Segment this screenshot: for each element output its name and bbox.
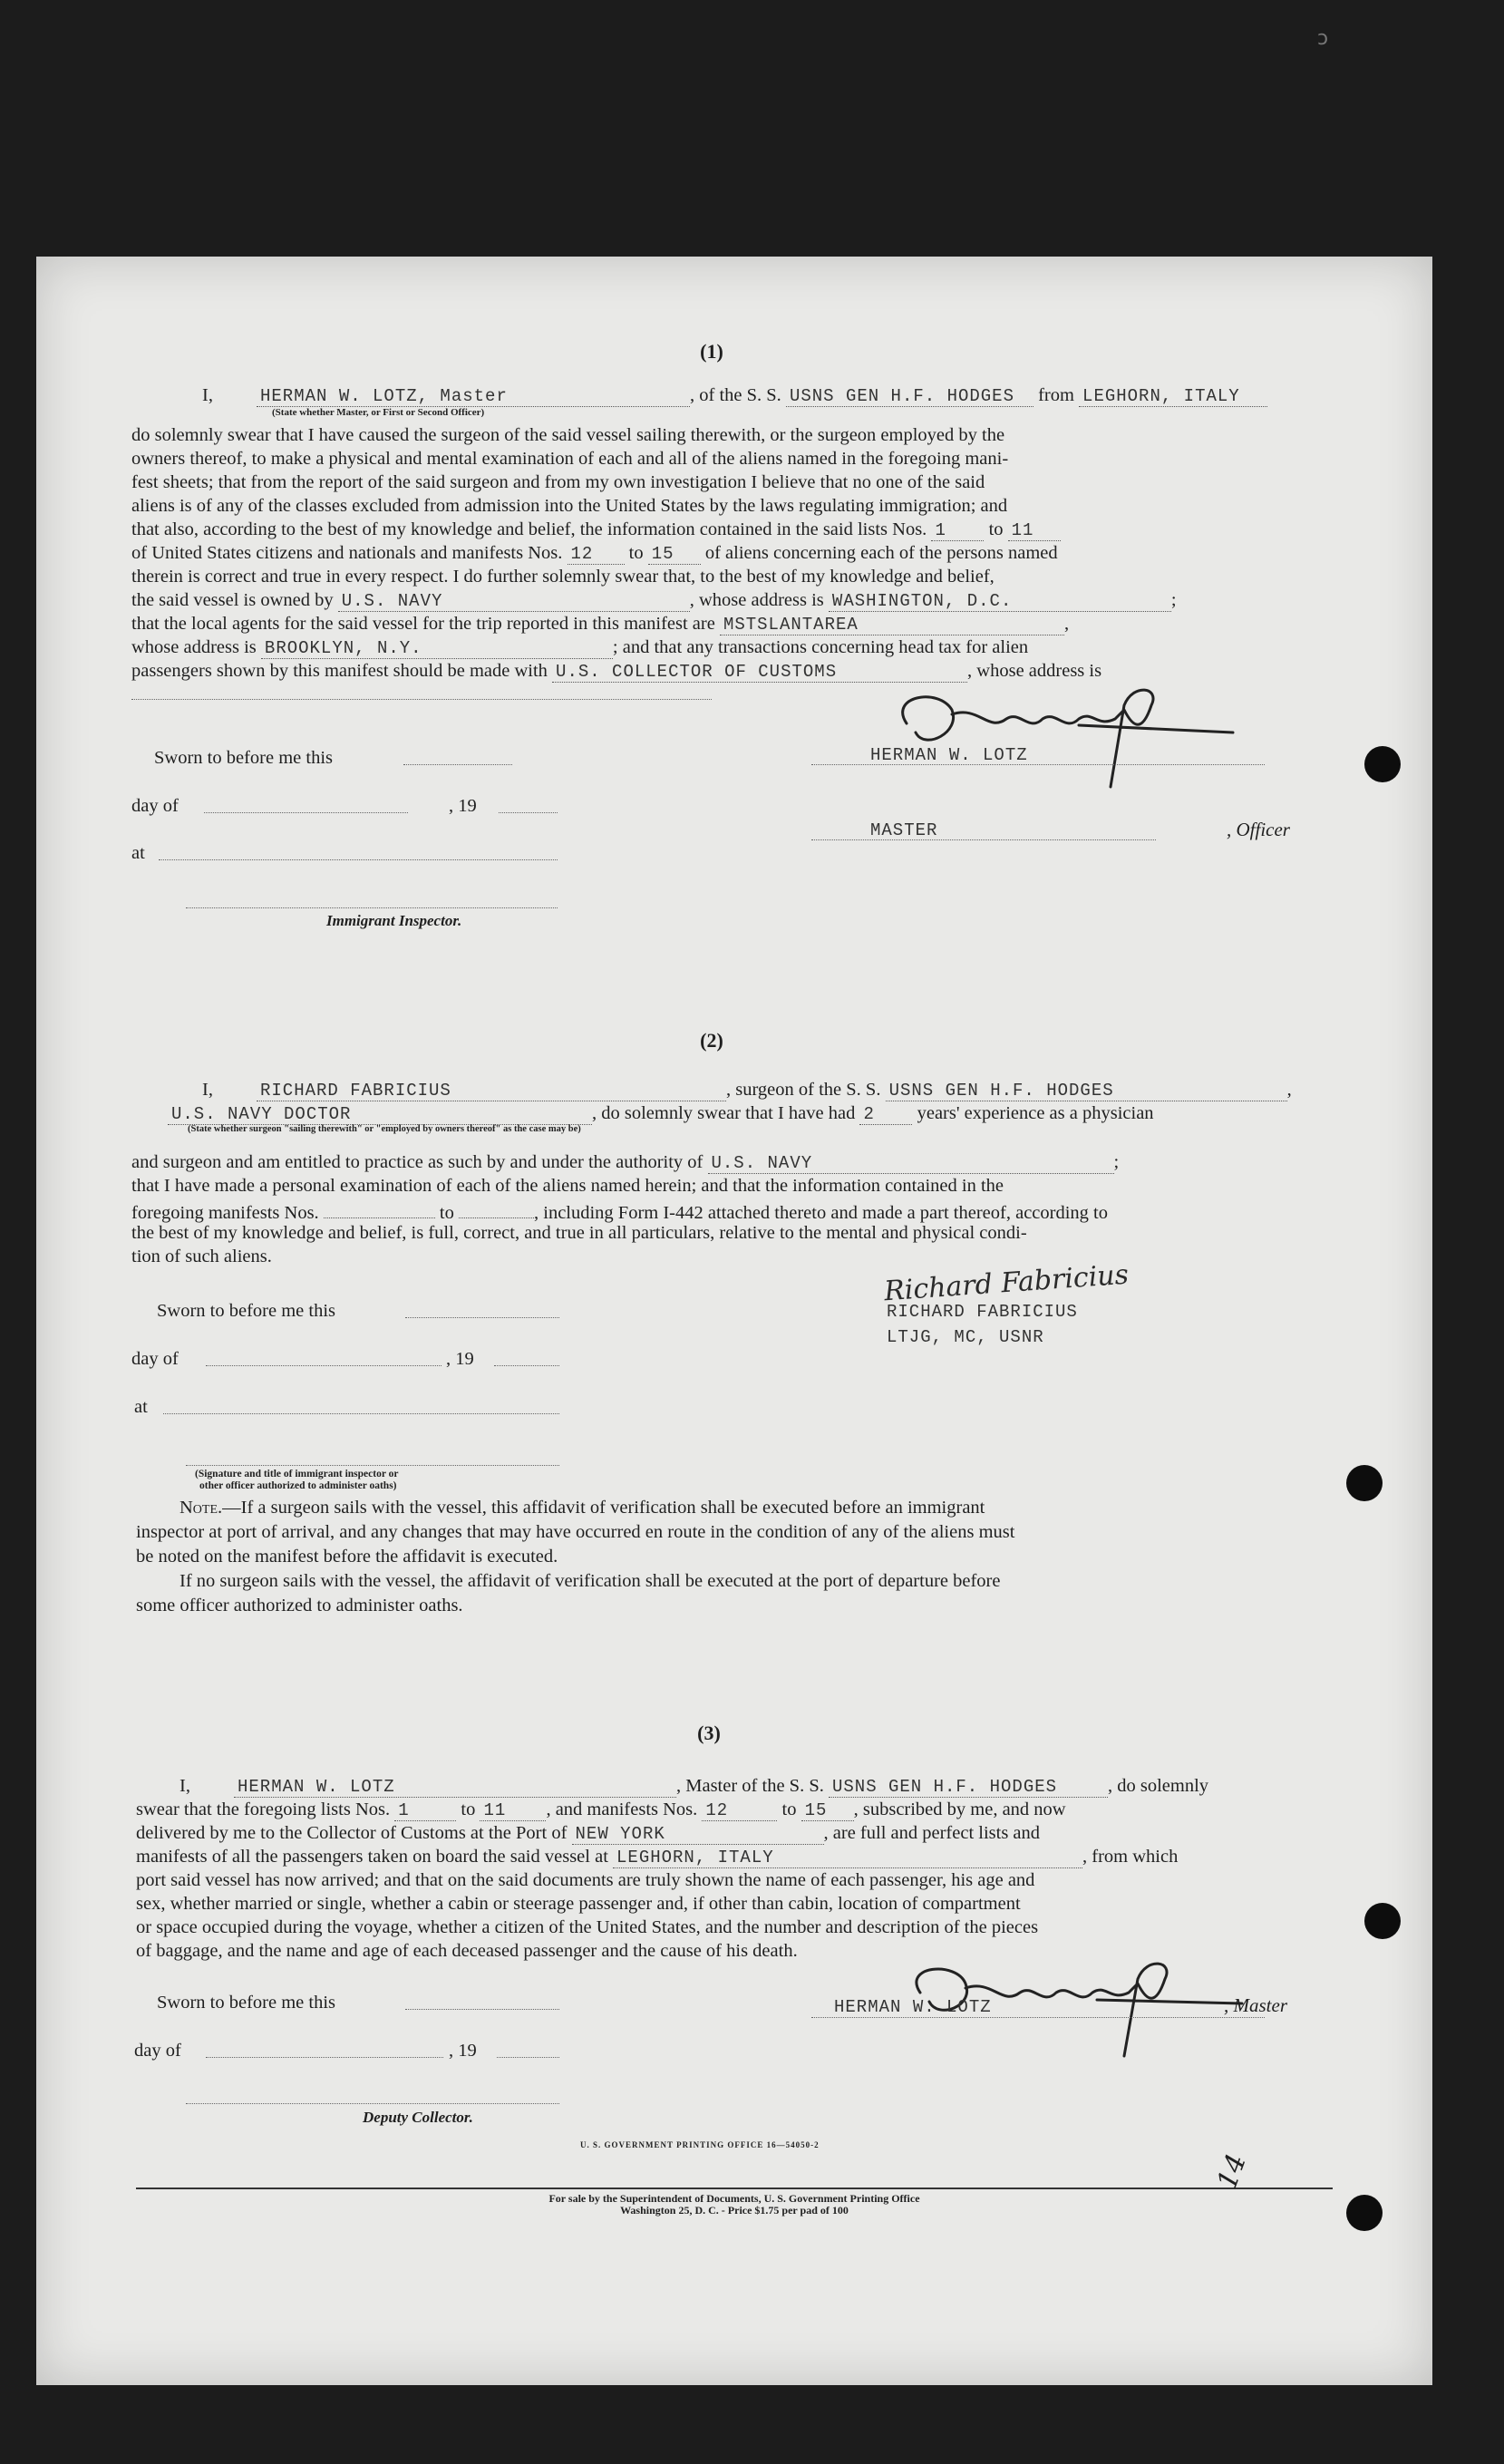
s3-signer-typed: HERMAN W. LOTZ [834,1997,992,2017]
s2-form-text: , including Form I-442 attached thereto and made a part thereof, according to [534,1203,1108,1223]
s1-title-line [811,839,1156,840]
s2-at-line [163,1413,559,1414]
s3-i: I, [180,1776,190,1796]
s3-full-perfect-text: , are full and perfect lists and [823,1823,1041,1843]
s2-years: 2 [859,1104,912,1125]
s1-sworn: Sworn to before me this [154,748,333,768]
s1-whose-address-2: , whose address is [967,661,1102,681]
s3-subscribed-text: , subscribed by me, and now [853,1799,1066,1819]
s1-owned-text: the said vessel is owned by [131,590,334,610]
s2-sig-caption-2: other officer authorized to administer oaths) [199,1480,397,1491]
s1-i: I, [202,385,213,405]
s3-master-name: HERMAN W. LOTZ [234,1777,676,1798]
s3-delivered-text: delivered by me to the Collector of Customs at the Port of [136,1823,568,1843]
s1-address-line [131,699,712,700]
s1-of-ss: , of the S. S. [690,385,781,405]
corner-mark: ↄ [1317,27,1329,50]
s3-collector-line [186,2103,559,2104]
s2-vessel: USNS GEN H.F. HODGES [886,1081,1287,1101]
s3-para-line: of baggage, and the name and age of each deceased passenger and the cause of his death. [136,1941,798,1961]
footer-rule [136,2188,1333,2189]
s3-port: NEW YORK [572,1824,824,1845]
s1-agents-address: BROOKLYN, N.Y. [261,638,613,659]
footer-sale-note [36,2193,1432,2217]
section-2-number: (2) [700,1029,723,1052]
s1-collector: U.S. COLLECTOR OF CUSTOMS [552,662,967,683]
s3-lists-from: 1 [394,1800,456,1821]
s2-capacity: U.S. NAVY DOCTOR [168,1104,592,1125]
gpo-imprint: U. S. GOVERNMENT PRINTING OFFICE 16—54050-2 [580,2140,820,2149]
s3-day-line [206,2057,443,2058]
s2-manifests-from [324,1198,435,1218]
s1-officer-signature [852,669,1251,796]
s1-manifests-to: 15 [648,544,701,565]
s2-note-line: If no surgeon sails with the vessel, the affidavit of verification shall be executed at the port of departure before [180,1571,1001,1591]
s3-port-from: LEGHORN, ITALY [613,1848,1082,1868]
s3-manifests-all-text: manifests of all the passengers taken on board the said vessel at [136,1847,608,1867]
s2-signer-rank: LTJG, MC, USNR [887,1327,1044,1347]
s1-officer-label: , Officer [1227,819,1290,840]
s1-inspector-caption: Immigrant Inspector. [326,912,462,929]
section-3-number: (3) [697,1722,721,1744]
s3-manifests-to: 15 [801,1800,854,1821]
s3-manifests-from: 12 [702,1800,777,1821]
s2-signer-typed: RICHARD FABRICIUS [887,1302,1078,1322]
s3-year: , 19 [449,2041,477,2061]
s2-swear-text: , do solemnly swear that I have had [592,1103,856,1123]
s1-para-line: that also, according to the best of my knowledge and belief, the information contained in the said lists Nos. [131,519,927,539]
s2-official-line [186,1465,559,1466]
section-1-number: (1) [700,340,723,363]
s1-signer-line [811,764,1265,765]
s1-signer-typed: HERMAN W. LOTZ [870,745,1028,765]
s2-manifests-text: foregoing manifests Nos. [131,1203,319,1223]
s3-solemnly: , do solemnly [1107,1776,1209,1796]
s3-para-line: sex, whether married or single, whether a cabin or steerage passenger and, if other than cabin, location of compartment [136,1894,1021,1914]
s1-day-of: day of [131,796,179,816]
s1-port-from: LEGHORN, ITALY [1079,386,1267,407]
s1-vessel: USNS GEN H.F. HODGES [786,386,1033,407]
s1-agents-address-label: whose address is [131,637,257,657]
s2-manifests-to [459,1198,534,1218]
s1-day-line [204,812,408,813]
s3-sworn: Sworn to before me this [157,1993,335,2013]
s1-at: at [131,843,145,863]
s1-para-line: therein is correct and true in every respect. I do further solemnly swear that, to the best of my knowledge and belief, [131,567,995,587]
s2-para-line: tion of such aliens. [131,1247,272,1266]
s2-i: I, [202,1080,213,1100]
s3-year-line [497,2057,559,2058]
s3-signer-line [811,2017,1265,2018]
s3-vessel: USNS GEN H.F. HODGES [829,1777,1108,1798]
s1-para-line: owners thereof, to make a physical and mental examination of each and all of the aliens named in the foregoing mani- [131,449,1009,469]
s3-para-line: or space occupied during the voyage, whether a citizen of the United States, and the number and description of the pieces [136,1917,1039,1937]
s1-to: to [988,519,1004,539]
s2-note-label: Note. [180,1498,223,1518]
s1-owner: U.S. NAVY [338,591,690,612]
s3-manifests-text: , and manifests Nos. [546,1799,698,1819]
s2-authority: U.S. NAVY [708,1153,1114,1174]
s1-master-name: HERMAN W. LOTZ, Master [257,386,690,407]
s3-to-2: to [781,1799,797,1819]
s2-para-line: the best of my knowledge and belief, is full, correct, and true in all particulars, relative to the mental and physical condi- [131,1223,1027,1243]
s1-inspector-line [186,907,558,908]
s1-from: from [1038,385,1074,405]
s2-note-line: be noted on the manifest before the affidavit is executed. [136,1547,558,1567]
s3-lists-to: 11 [480,1800,546,1821]
s3-master-label: , Master [1224,1994,1287,2016]
sale-line: Washington 25, D. C. - Price $1.75 per pad of 100 [620,2204,849,2217]
s3-para-line: port said vessel has now arrived; and that on the said documents are truly shown the name of each passenger, his age and [136,1870,1035,1890]
s2-surgeon-name: RICHARD FABRICIUS [257,1081,726,1101]
s1-lists-from: 1 [931,520,984,541]
s2-authority-text: and surgeon and am entitled to practice as such by and under the authority of [131,1152,703,1172]
s3-master-of: , Master of the S. S. [676,1776,824,1796]
handwritten-page-number: 14 [1211,2149,1254,2194]
s2-to: to [439,1203,454,1223]
s2-para-line: that I have made a personal examination of each of the aliens named herein; and that the information contained in the [131,1176,1004,1196]
s2-day-of: day of [131,1349,179,1369]
document-page: (1) I, HERMAN W. LOTZ, Master , of the S. S. USNS GEN H.F. HODGES from LEGHORN, ITALY (State whether Master, or First or Second Officer) do solemnly swear that I have caused the surgeon of the said vessel sailing therewith, or the surgeon employed by the owners thereof, to make a physical and mental examination of each and all of the aliens named in the foregoing mani- fest sheets; that from the report of the said surgeon and from my own investigation I believe that no one of the said aliens is of any of the classes excluded from admission into the United States by the laws regulating immigration; and that also, according to the best of my knowledge and belief, the information contained in the said lists Nos. 1 to 11 of United States citizens and nationals and manifests Nos. 12 to 15 of aliens concerning each of the persons named therein is correct and true in every respect. I do further solemnly swear that, to the best of my knowledge and belief, the said vessel is owned by U.S. NAVY , whose address is WASHINGTON, D.C. ; that the local agents for the said vessel for the trip reported in this manifest are MSTSLANTAREA , whose address is BROOKLYN, N.Y. ; and that any transactions concerning head tax for alien passengers shown by this manifest should be made with U.S. COLLECTOR OF CUSTOMS , whose address is Sworn to before me this day of , 19 at Immigrant Inspector. HERMAN W. LOTZ MASTER , Officer (2) I, RICHARD FABRICIUS , surgeon of the S. S. USNS GEN H.F. HODGES , U.S. NAVY DOCTOR , do solemnly swear that I have had 2 years' experience as a physician (State whether surgeon "sailing therewith" or "employed by owners thereof" as the case may be) and surgeon and am entitled to practice as such by and under the authority of U.S. NAVY ; that I have made a personal examination of each of the aliens named herein; and that the information contained in the foregoing manifests Nos. to , including Form I-442 attached thereto and made a part thereof, according to the best of my knowledge and belief, is full, correct, and true in all particulars, relative to the mental and physical condi- tion of such aliens. Sworn to before me this day of , 19 at (Signature and title of immigrant inspector or other officer authorized to administer oaths) Richard Fabricius RICHARD FABRICIUS LTJG, MC, USNR Note.—If a surgeon sails with the vessel, this affidavit of verification shall be executed before an immigrant inspector at port of arrival, and any changes that may have occurred en route in the condition of any of the aliens must be noted on the manifest before the affidavit is executed. If no surgeon sails with the vessel, the affidavit of verification shall be executed at the port of departure before some officer authorized to administer oaths. (3) I, HERMAN W. LOTZ , Master of the S. S. USNS GEN H.F. HODGES , do solemnly swear that the foregoing lists Nos. 1 to 11 , and manifests Nos. 12 to 15 , subscribed by me, and now delivered by me to the Collector of Customs at the Port of NEW YORK , are full and perfect lists and manifests of all the passengers taken on board the said vessel at LEGHORN, ITALY , from which port said vessel has now arrived; and that on the said documents are truly shown the name of each passenger, his age and sex, whether married or single, whether a cabin or steerage passenger and, if other than cabin, location of compartment or space occupied during the voyage, whether a citizen of the United States, and the number and description of the pieces of baggage, and the name and age of each deceased passenger and the cause of his death. Sworn to before me this day of , 19 Deputy Collector. HERMAN W. LOTZ , Master U. S. GOVERNMENT PRINTING OFFICE 16—54050-2 For sale by the Superintendent of Documents, U. S. Government Printing Office Washington 25, D. C. - Price $1.75 per pad of 100 14 [36,257,1432,2385]
s1-agents-text: that the local agents for the said vessel for the trip reported in this manifest are [131,614,715,634]
s2-note-line: inspector at port of arrival, and any changes that may have occurred en route in the condition of any of the aliens must [136,1522,1015,1542]
s3-day-of: day of [134,2041,181,2061]
s1-year-line [499,812,558,813]
s1-rank-note: (State whether Master, or First or Second Officer) [272,407,485,418]
s1-sworn-line [403,764,512,765]
s2-surgeon-signature: Richard Fabricius [883,1258,1130,1308]
s3-sworn-line [405,2009,559,2010]
s2-experience-text: years' experience as a physician [917,1103,1154,1123]
s2-year-line [494,1365,559,1366]
s2-note-line: some officer authorized to administer oaths. [136,1596,463,1615]
punch-hole [1364,1903,1401,1939]
s2-year: , 19 [446,1349,474,1369]
s1-lists-to: 11 [1008,520,1061,541]
s1-owner-address: WASHINGTON, D.C. [829,591,1171,612]
s2-at: at [134,1397,148,1417]
s2-sworn-line [405,1317,559,1318]
s2-surgeon-of: , surgeon of the S. S. [726,1080,881,1100]
s2-note-line: —If a surgeon sails with the vessel, this affidavit of verification shall be executed before an immigrant [222,1498,985,1518]
s2-day-line [206,1365,441,1366]
s1-manifests-text: of United States citizens and nationals and manifests Nos. [131,543,563,563]
s1-signer-title: MASTER [870,820,938,840]
sale-line: For sale by the Superintendent of Documents, U. S. Government Printing Office [548,2192,920,2205]
s1-para-line: fest sheets; that from the report of the said surgeon and from my own investigation I believe that no one of the said [131,472,985,492]
s1-at-line [159,859,558,860]
s3-from-which: , from which [1082,1847,1179,1867]
s1-year: , 19 [449,796,477,816]
s1-agents: MSTSLANTAREA [720,615,1064,635]
punch-hole [1364,746,1401,782]
s1-para-line: do solemnly swear that I have caused the surgeon of the said vessel sailing therewith, or the surgeon employed by the [131,425,1005,445]
s1-para-line: aliens is of any of the classes excluded from admission into the United States by the laws regulating immigration; and [131,496,1008,516]
s2-capacity-note: (State whether surgeon "sailing therewith" or "employed by owners thereof" as the case may be) [188,1124,581,1134]
s1-passengers-text: passengers shown by this manifest should be made with [131,661,548,681]
s1-whose-address: , whose address is [689,590,824,610]
s2-sig-caption-1: (Signature and title of immigrant inspector or [195,1469,399,1479]
punch-hole [1346,1465,1383,1501]
s1-manifests-from: 12 [568,544,625,565]
s1-head-tax-text: ; and that any transactions concerning head tax for alien [612,637,1029,657]
s1-to: to [628,543,644,563]
s3-lists-text: swear that the foregoing lists Nos. [136,1799,391,1819]
s3-to: to [461,1799,476,1819]
s3-collector-caption: Deputy Collector. [363,2109,473,2126]
s1-aliens-text: of aliens concerning each of the persons named [704,543,1058,563]
s2-sworn: Sworn to before me this [157,1301,335,1321]
